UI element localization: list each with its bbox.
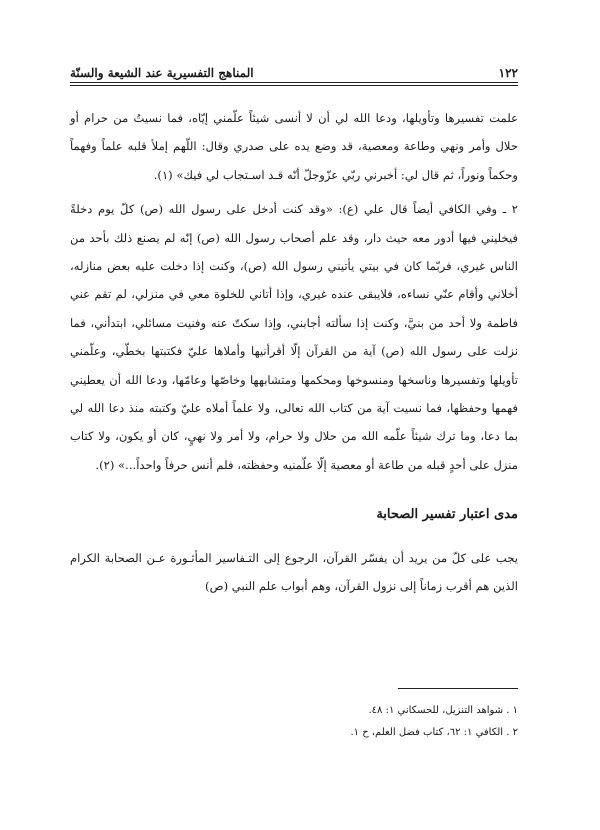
running-header: [70, 56, 518, 80]
paragraph-3: يجب على كلّ من يريد أن يفسّر القرآن، الرجوع إلى التـفاسير المأثـورة عـن الصحابة الكرام الذين هم أقرب زماناً إلى نزول القرآن، وهم أبواب علم النبي (ص): [70, 550, 518, 594]
main-text: [70, 104, 518, 601]
running-title: المناهج التفسيرية عند الشيعة والسنّة: [70, 66, 254, 80]
header-rule: [70, 82, 518, 86]
paragraph-2: ٢ ـ وفي الكافي أيضاً قال علي (ع): «وقد كنت أدخل على رسول الله (ص) كلّ يوم دخلةً فيخليني فيها أدور معه حيث دار، وقد علم أصحاب رسول الله (ص) إنّه لم يصنع ذلك بأحد من الناس غيري، فربّما كان في بيتي يأتيني رسول الله (ص)، وكنت إذا دخلت عليه بعض منازله، أخلاني وأقام عنّي نساءه، فلايبقى عنده غيري، وإذا أتاني للخلوة معي في منزلي، لم تقم عني فاطمة ولا أحد من بنيَّ، وكنت إذا سألته أجابني، وإذا سكتّ عنه وفنيت مسائلي، ابتدأني، فما نزلت على رسول الله (ص) آية من القرآن إلّا أقرأنيها وأملاها عليّ فكتبتها بخطّي، وعلّمني تأويلها وتفسيرها وناسخها ومنسوخها ومحكمها ومتشابهها وخاصّها وعامّها، ودعا الله أن يعطيني فهمها وحفظها، فما نسيت آية من كتاب الله تعالى، ولا علماً أملاه عليّ وكتبته منذ دعا الله لي بما دعا، وما ترك شيئاً علّمه الله من حلال ولا حرام، ولا أمر ولا نهيٍ، كان أو يكون، ولا كتاب منزل على أحدٍ قبله من طاعة أو معصية إلّا علّمنيه وحفظته، فلم أنس حرفاً واحداً...» (٢).: [70, 202, 518, 472]
footnote-rule: [398, 688, 518, 689]
page-number: ١٢٢: [498, 66, 518, 80]
footnote-2: ٢ . الكافي ١: ٦٢، كتاب فضل العلم، ح ١.: [350, 727, 518, 738]
footnotes: [70, 700, 518, 744]
paragraph-1: علمت تفسيرها وتأويلها، ودعا الله لي أن لا أنسى شيئاً علّمني إيّاه، فما نسيتُ من حرام أو حلال وأمر ونهي وطاعة ومعصية، قد وضع يده على صدري وقال: اللّهم إملأ قلبه علماً وفهماً وحكماً ونوراً، ثم قال لي: أخبرني ربّي عزّوجلّ أنّه قـد اسـتجاب لي فيك» (١).: [70, 111, 518, 182]
footnote-1: ١ . شواهد التنزيل، للحسكاني ١: ٤٨.: [368, 705, 518, 716]
section-title: مدى اعتبار تفسير الصحابة: [376, 507, 518, 523]
